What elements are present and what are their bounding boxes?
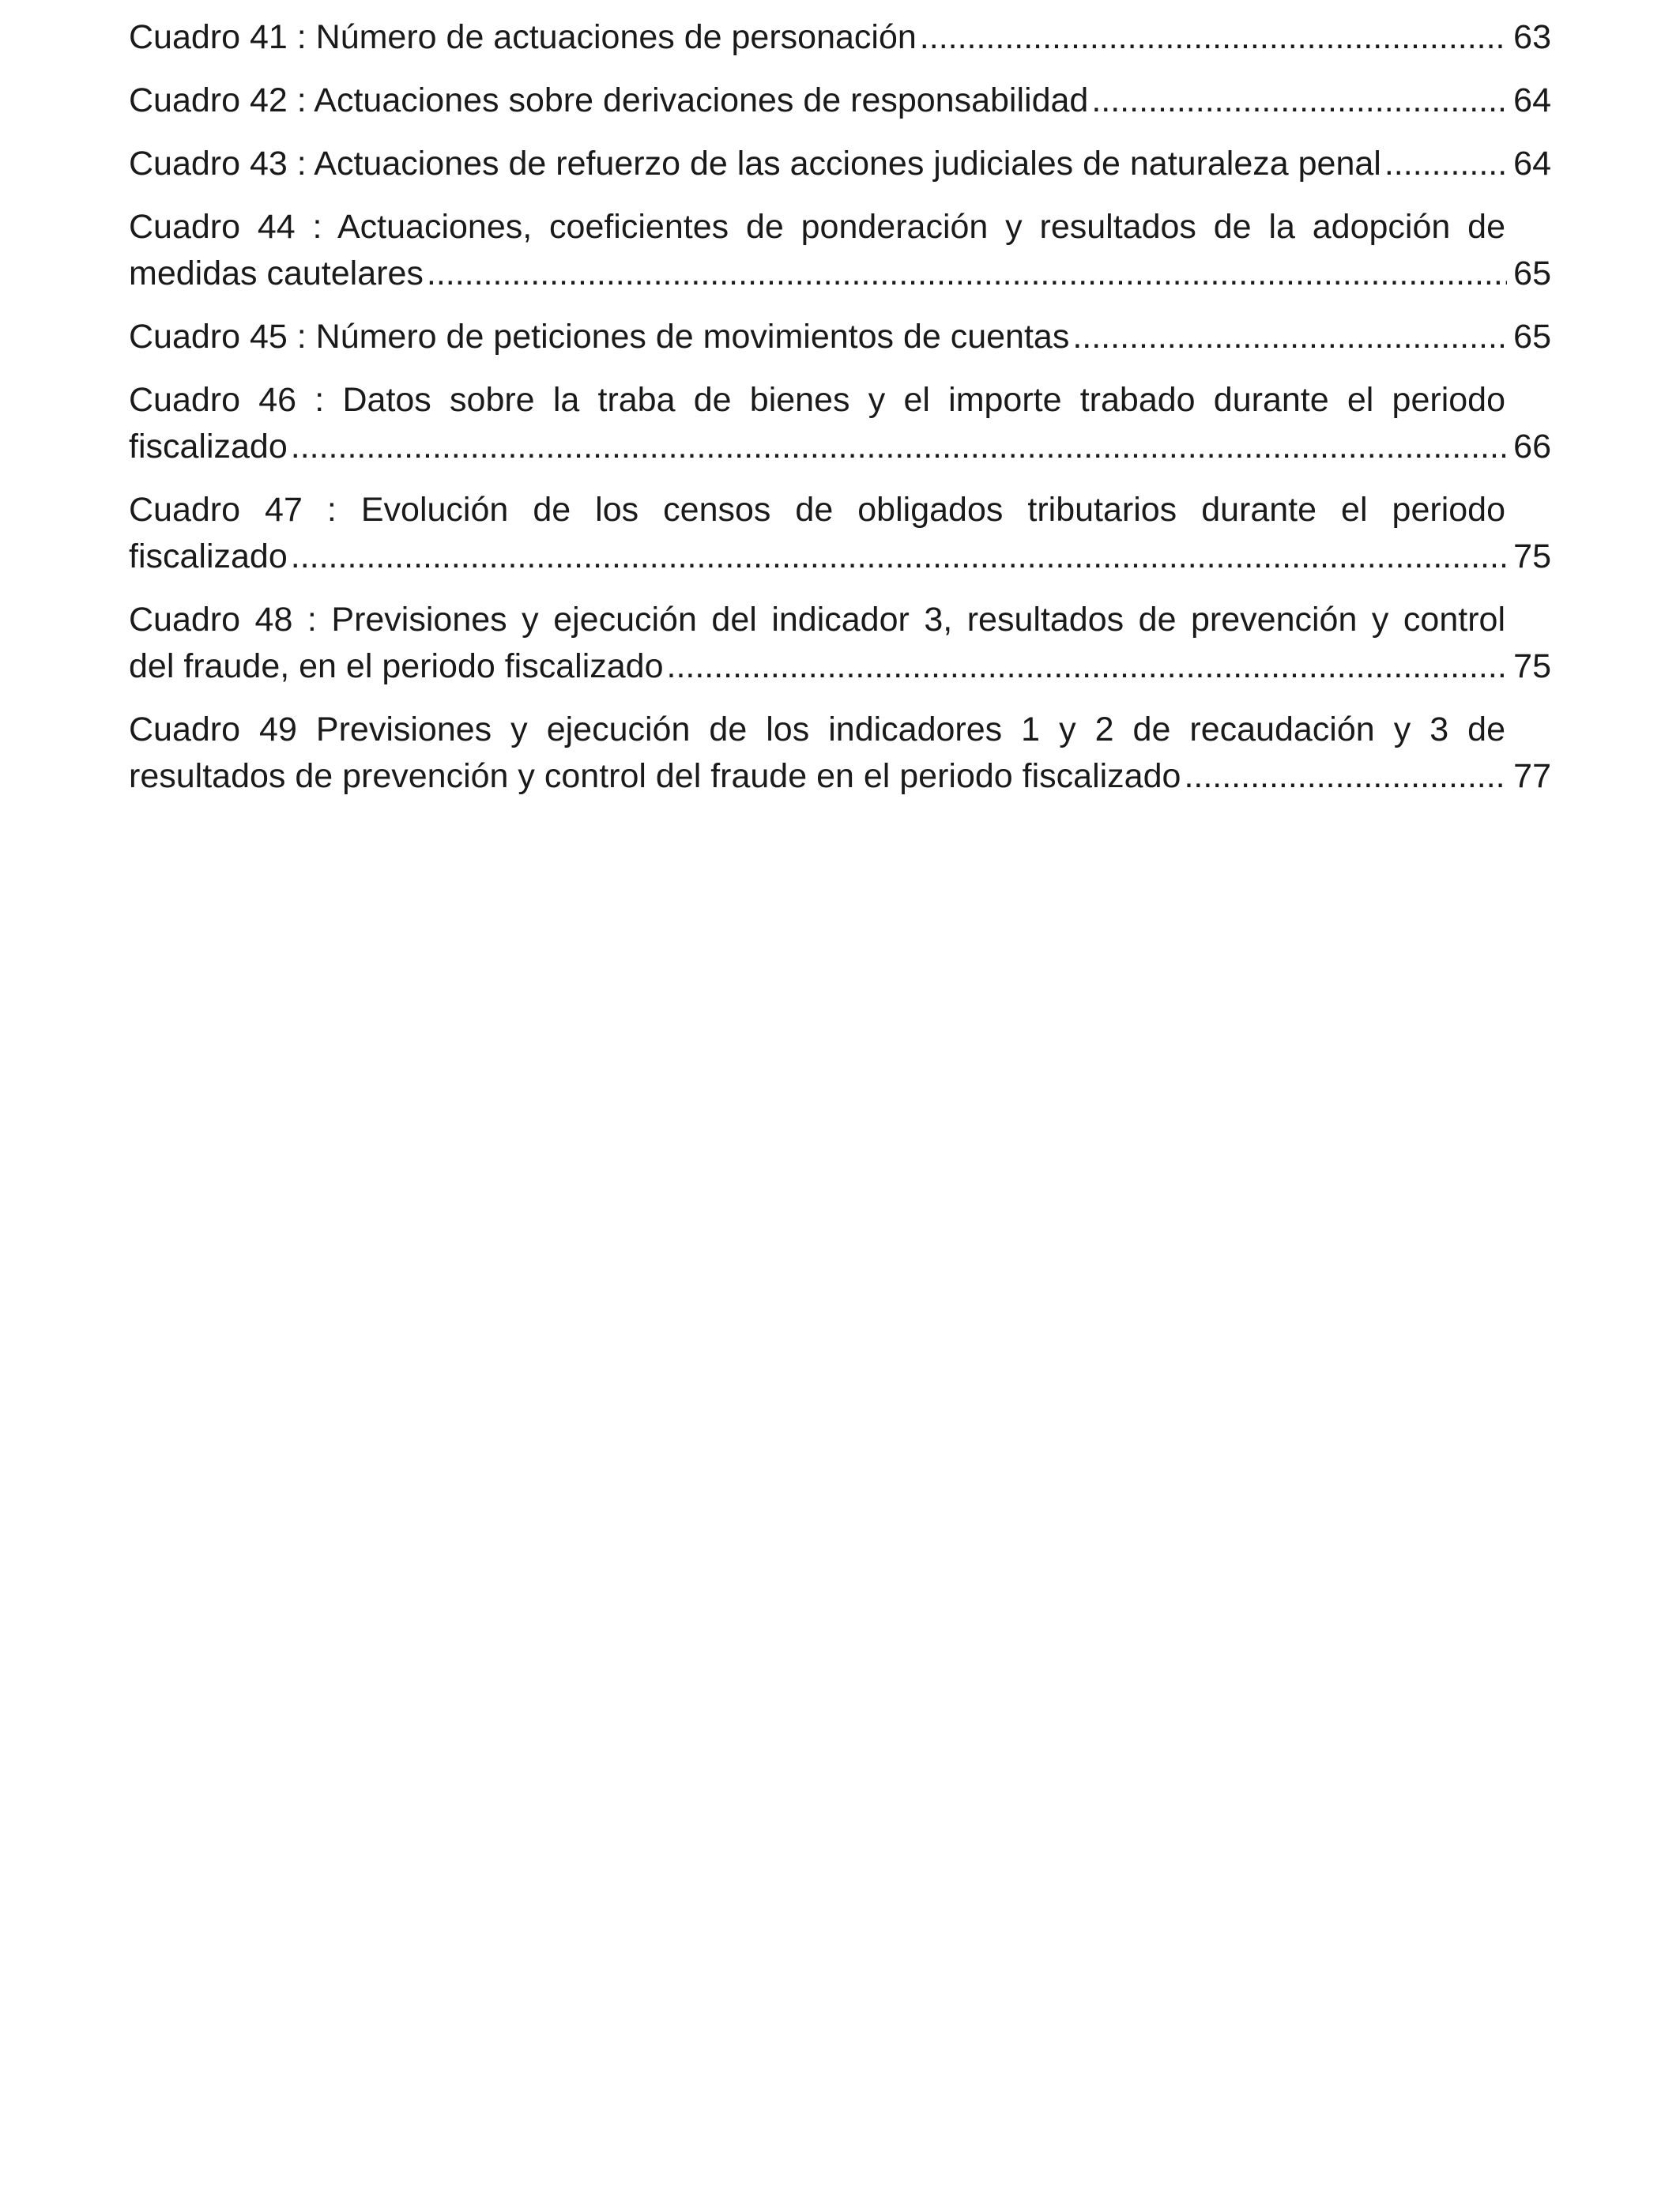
toc-page-number: 66 <box>1513 428 1551 466</box>
toc-dot-leader <box>1091 77 1507 124</box>
toc-page-number: 64 <box>1513 81 1551 119</box>
toc-entry-title: Cuadro 42 : Actuaciones sobre derivaciones de responsabilidad <box>129 81 1089 119</box>
toc-dot-leader <box>667 643 1508 690</box>
toc-entry-line <box>129 77 1551 124</box>
toc-entry-cuadro-47[interactable] <box>129 487 1551 580</box>
table-of-contents <box>129 14 1551 816</box>
toc-entry-cuadro-42[interactable] <box>129 77 1551 124</box>
toc-dot-leader <box>427 251 1507 297</box>
toc-entry-line <box>129 533 1551 580</box>
toc-dot-leader <box>1384 141 1507 187</box>
toc-entry-cuadro-45[interactable] <box>129 314 1551 360</box>
toc-page-number: 65 <box>1513 254 1551 292</box>
toc-entry-line <box>129 251 1551 297</box>
toc-entry-line <box>129 753 1551 800</box>
toc-page-number: 64 <box>1513 145 1551 183</box>
toc-entry-title-continuation: del fraude, en el periodo fiscalizado <box>129 647 664 685</box>
toc-entry-title-continuation: fiscalizado <box>129 537 288 575</box>
toc-page-number: 65 <box>1513 318 1551 356</box>
toc-entry-title: Cuadro 45 : Número de peticiones de movimientos de cuentas <box>129 318 1070 356</box>
toc-entry-line <box>129 141 1551 187</box>
toc-dot-leader <box>291 533 1507 580</box>
toc-page-number: 77 <box>1513 757 1551 795</box>
toc-entry-title-first-line: Cuadro 46 : Datos sobre la traba de bienes y el importe trabado durante el periodo <box>129 381 1505 419</box>
toc-entry-title-first-line: Cuadro 48 : Previsiones y ejecución del indicador 3, resultados de prevención y control <box>129 601 1505 639</box>
toc-entry-title-continuation: fiscalizado <box>129 428 288 466</box>
toc-entry-title: Cuadro 41 : Número de actuaciones de personación <box>129 18 917 56</box>
toc-entry-cuadro-41[interactable] <box>129 14 1551 61</box>
toc-entry-line <box>129 424 1551 470</box>
toc-entry-line <box>129 14 1551 61</box>
toc-entry-line <box>129 314 1551 360</box>
toc-entry-line <box>129 643 1551 690</box>
toc-page-number: 75 <box>1513 647 1551 685</box>
toc-entry-title-continuation: resultados de prevención y control del fraude en el periodo fiscalizado <box>129 757 1181 795</box>
toc-dot-leader <box>920 14 1507 61</box>
toc-entry-title-first-line: Cuadro 49 Previsiones y ejecución de los indicadores 1 y 2 de recaudación y 3 de <box>129 711 1505 748</box>
toc-page-number: 75 <box>1513 537 1551 575</box>
toc-entry-cuadro-43[interactable] <box>129 141 1551 187</box>
toc-entry-title: Cuadro 43 : Actuaciones de refuerzo de las acciones judiciales de naturaleza penal <box>129 145 1381 183</box>
toc-entry-title-continuation: medidas cautelares <box>129 254 424 292</box>
toc-entry-cuadro-49[interactable] <box>129 707 1551 800</box>
toc-dot-leader <box>1184 753 1507 800</box>
toc-dot-leader <box>1072 314 1507 360</box>
toc-entry-cuadro-46[interactable] <box>129 377 1551 470</box>
toc-entry-title-first-line: Cuadro 47 : Evolución de los censos de obligados tributarios durante el periodo <box>129 491 1505 529</box>
toc-page-number: 63 <box>1513 18 1551 56</box>
toc-entry-cuadro-48[interactable] <box>129 597 1551 690</box>
toc-entry-title-first-line: Cuadro 44 : Actuaciones, coeficientes de ponderación y resultados de la adopción de <box>129 208 1505 246</box>
toc-dot-leader <box>291 424 1507 470</box>
toc-entry-cuadro-44[interactable] <box>129 204 1551 297</box>
